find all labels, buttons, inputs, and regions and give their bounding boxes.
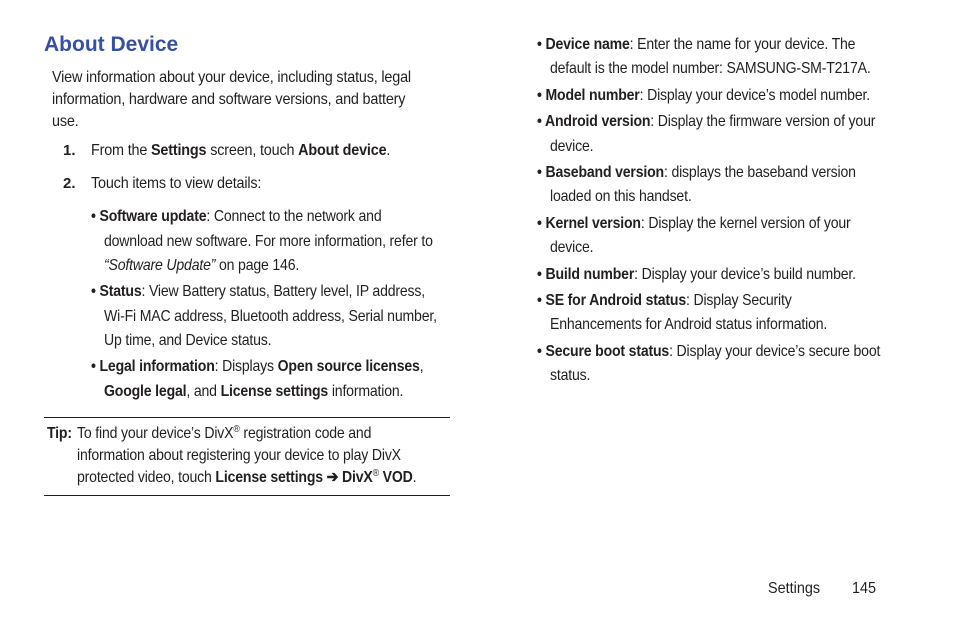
bullet-text: : Display Security [686,292,792,309]
bullet-term: Android version [544,113,651,130]
bullet-term: Baseband version [545,164,664,181]
bullet-text: , and [186,383,221,400]
step-term: Settings [151,142,207,159]
bullet-term: SE for Android status [545,292,687,309]
bullet-text: , [419,358,424,375]
tip-label [47,424,72,444]
bullet-text: : Display your device’s build number. [634,266,856,283]
bullet-android-version: • Android version: Display the firmware version of your [537,113,876,130]
bullet-line: device. [550,138,594,155]
step-text: Touch items to view details: [91,175,262,192]
bullet-text: : Displays [214,358,278,375]
step-text-part: screen, touch [206,142,299,159]
bullet-se-android-status: • SE for Android status: Display Security [537,292,792,309]
bullet-kernel-version: • Kernel version: Display the kernel version of your [537,215,851,232]
tip-text: registration code and [239,425,372,442]
step-term: About device [298,142,387,159]
tip-line: information about registering your device to play DivX [77,447,401,464]
intro-line: use. [52,113,79,130]
bullet-text: : Enter the name for your device. The [629,36,856,53]
bullet-text: : Connect to the network and [206,208,382,225]
tip-path: VOD [378,469,413,486]
intro-line: View information about your device, including status, legal [52,69,411,86]
bullet-term: Legal information [99,358,215,375]
bullet-term: Model number [545,87,640,104]
tip-line [77,468,416,488]
tip-text: . [412,469,417,486]
step-number: 2. [63,175,76,192]
bullet-model-number: • Model number: Display your device’s model number. [537,87,870,104]
tip-top-rule [44,417,450,418]
tip-line [77,424,371,444]
step-text-part: . [386,142,391,159]
bullet-line [104,256,299,276]
bullet-term: Build number [545,266,635,283]
bullet-line [104,382,403,402]
bullet-text: on page 146. [215,257,300,274]
page-number: 145 [852,580,877,597]
bullet-line: loaded on this handset. [550,188,692,205]
bullet-device-name: • Device name: Enter the name for your device. The [537,36,856,53]
tip-bottom-rule [44,495,450,496]
tip-text: To find your device’s DivX [77,425,234,442]
bullet-term: Status [99,283,142,300]
bullet-term: Kernel version [545,215,641,232]
bullet-text: : displays the baseband version [663,164,856,181]
bullet-text: : View Battery status, Battery level, IP address, [141,283,426,300]
step-text [91,141,390,161]
bullet-line: status. [550,367,591,384]
bullet-baseband-version: • Baseband version: displays the baseband version [537,164,856,181]
bullet-term: Device name [545,36,630,53]
bullet-secure-boot-status: • Secure boot status: Display your device’s secure boot [537,343,881,360]
bullet-line: Enhancements for Android status information. [550,316,828,333]
cross-reference-link[interactable]: “Software Update” [104,257,216,274]
bullet-line: Up time, and Device status. [104,332,272,349]
tip-path: License settings ➔ DivX [215,469,373,486]
bullet-term: Software update [99,208,207,225]
bullet-text: : Display the firmware version of your [650,113,876,130]
bullet-line: device. [550,239,594,256]
bullet-term: License settings [220,383,329,400]
bullet-build-number: • Build number: Display your device’s build number. [537,266,856,283]
bullet-term: Secure boot status [545,343,670,360]
bullet-text: : Display the kernel version of your [640,215,851,232]
bullet-status: • Status: View Battery status, Battery level, IP address, [91,283,426,300]
tip-text: protected video, touch [77,469,216,486]
tip-label-text: Tip: [47,425,72,442]
bullet-software-update: • Software update: Connect to the network and [91,208,382,225]
step-text-part: From the [91,142,152,159]
bullet-text: information. [328,383,404,400]
bullet-line: default is the model number: SAMSUNG-SM-T217A. [550,60,871,77]
page-title: About Device [44,33,179,56]
footer-section-label: Settings [768,580,821,597]
intro-line: information, hardware and software versions, and battery [52,91,406,108]
registered-mark: ® [372,468,379,479]
step-number: 1. [63,142,76,159]
bullet-line: Wi-Fi MAC address, Bluetooth address, Serial number, [104,308,437,325]
bullet-term: Google legal [104,383,187,400]
bullet-line: download new software. For more information, refer to [104,233,433,250]
registered-mark: ® [233,424,240,435]
bullet-text: : Display your device’s model number. [639,87,870,104]
bullet-legal-information: • Legal information: Displays Open source licenses, [91,358,424,375]
bullet-term: Open source licenses [277,358,420,375]
bullet-text: : Display your device’s secure boot [669,343,881,360]
